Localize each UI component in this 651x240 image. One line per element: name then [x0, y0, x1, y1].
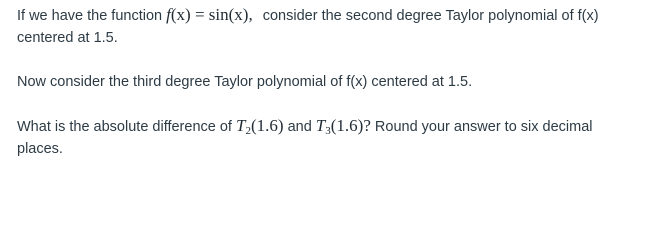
p3-prefix-text: What is the absolute difference of: [17, 119, 232, 135]
t2-name: T: [235, 116, 246, 135]
question-body: [17, 4, 642, 160]
function-argument: (x): [170, 5, 191, 24]
t3-argument: (1.6)?: [330, 116, 371, 135]
t2-subscript: 2: [245, 125, 251, 137]
t3-subscript: 3: [325, 125, 331, 137]
t2-argument: (1.6): [250, 116, 284, 135]
p3-and-text: and: [287, 119, 312, 135]
function-definition-math: [166, 5, 253, 24]
p1-suffix-text: consider the second degree Taylor polynomial of f(x) centered at 1.5.: [17, 8, 599, 46]
t3-name: T: [315, 116, 326, 135]
function-rhs: sin(x),: [208, 5, 253, 24]
t2-expression-math: [236, 116, 284, 135]
question-paragraph-3: [17, 115, 642, 160]
p1-prefix-text: If we have the function: [17, 8, 163, 24]
function-name: f: [166, 5, 171, 24]
question-paragraph-2: Now consider the third degree Taylor polynomial of f(x) centered at 1.5.: [17, 74, 473, 90]
p3-suffix-text: Round your answer to six decimal places.: [17, 119, 593, 157]
t3-expression-math: [316, 116, 371, 135]
question-paragraph-1: [17, 4, 642, 49]
equals-sign: =: [190, 5, 209, 24]
